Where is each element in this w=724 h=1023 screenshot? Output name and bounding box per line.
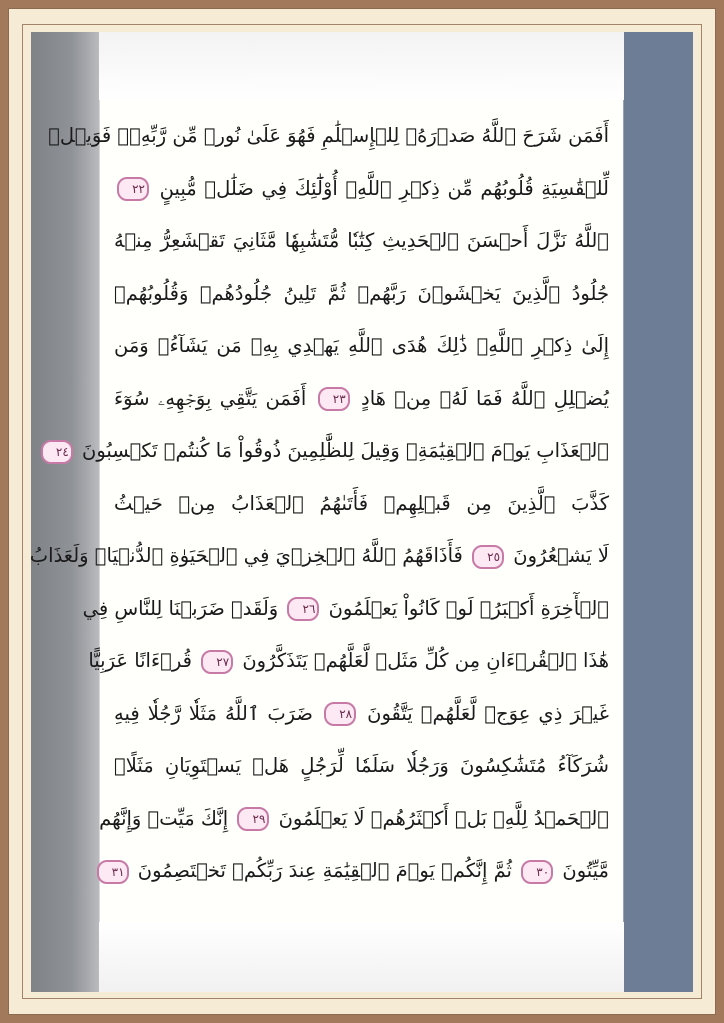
verse-lines — [29, 110, 610, 898]
line-text: هَٰذَا ٱلۡقُرۡءَانِ مِن كُلِّ مَثَلٖ لَّعَلَّهُمۡ يَتَذَكَّرُونَ — [242, 649, 609, 672]
line-text: ٱلۡحَمۡدُ لِلَّهِۚ بَلۡ أَكۡثَرُهُمۡ لَا يَعۡلَمُونَ — [278, 806, 609, 830]
right-side-panel — [624, 32, 693, 992]
line-text: جُلُودُ ٱلَّذِينَ يَخۡشَوۡنَ رَبَّهُمۡ ثُمَّ تَلِينُ جُلُودُهُمۡ وَقُلُوبُهُمۡ — [114, 281, 609, 305]
line-text: أَفَمَن شَرَحَ ٱللَّهُ صَدۡرَهُۥ لِلۡإِسۡلَٰمِ فَهُوَ عَلَىٰ نُورٖ مِّن رَّبِّهِۦۚ فَوَيۡلٞ — [48, 124, 609, 147]
verse-line-4 — [114, 268, 609, 321]
ayah-number-marker: ٢٣ — [318, 387, 350, 411]
quran-page — [29, 100, 624, 922]
ayah-number-marker: ٢٨ — [324, 702, 356, 726]
line-text: مَّيِّتُونَ — [562, 859, 609, 882]
ayah-number-marker: ٢٩ — [237, 807, 269, 831]
left-side-panel — [31, 32, 99, 992]
ayah-number-marker: ٢٥ — [472, 545, 504, 569]
ayah-number-marker: ٢٢ — [117, 177, 149, 201]
verse-line-2 — [114, 163, 609, 216]
line-text: يُضۡلِلِ ٱللَّهُ فَمَا لَهُۥ مِنۡ هَادٍ — [361, 386, 610, 410]
line-text-continued: إِنَّكَ مَيِّتٞ وَإِنَّهُم — [99, 806, 229, 830]
verse-line-5 — [114, 320, 609, 373]
verse-line-11 — [88, 635, 609, 688]
verse-line-14 — [99, 793, 609, 846]
verse-line-3 — [114, 215, 609, 268]
page-top-margin — [99, 32, 624, 100]
verse-line-12 — [114, 688, 609, 741]
line-text-continued: قُرۡءَانًا عَرَبِيًّا — [88, 649, 192, 672]
line-text: لَا يَشۡعُرُونَ — [513, 544, 609, 567]
ayah-number-marker: ٣٠ — [521, 860, 553, 884]
line-text-continued: ضَرَبَ ٱللَّهُ مَثَلٗا رَّجُلٗا فِيهِ — [114, 701, 313, 725]
line-text: لِّلۡقَٰسِيَةِ قُلُوبُهُم مِّن ذِكۡرِ ٱللَّهِۚ أُوْلَٰٓئِكَ فِي ضَلَٰلٖ مُّبِينٍ — [159, 176, 609, 200]
verse-line-8 — [114, 478, 609, 531]
line-text-continued: ثُمَّ إِنَّكُمۡ يَوۡمَ ٱلۡقِيَٰمَةِ عِندَ رَبِّكُمۡ تَخۡتَصِمُونَ — [137, 859, 512, 882]
line-text: إِلَىٰ ذِكۡرِ ٱللَّهِۚ ذَٰلِكَ هُدَى ٱللَّهِ يَهۡدِي بِهِۦ مَن يَشَآءُۚ وَمَن — [114, 334, 609, 357]
verse-line-7 — [55, 425, 609, 478]
verse-line-10 — [82, 583, 609, 636]
line-text-continued: وَلَقَدۡ ضَرَبۡنَا لِلنَّاسِ فِي — [82, 596, 279, 620]
line-text: كَذَّبَ ٱلَّذِينَ مِن قَبۡلِهِمۡ فَأَتَىٰهُمُ ٱلۡعَذَابُ مِنۡ حَيۡثُ — [114, 491, 609, 515]
line-text: ٱلۡأٓخِرَةِ أَكۡبَرُۚ لَوۡ كَانُواْ يَعۡلَمُونَ — [328, 596, 609, 620]
line-text-continued: أَفَمَن يَتَّقِي بِوَجۡهِهِۦ سُوٓءَ — [114, 386, 307, 410]
line-text-continued: فَأَذَاقَهُمُ ٱللَّهُ ٱلۡخِزۡيَ فِي ٱلۡحَيَوٰةِ ٱلدُّنۡيَاۖ وَلَعَذَابُ — [29, 544, 463, 567]
ayah-number-marker: ٢٤ — [41, 440, 73, 464]
line-text: ٱللَّهُ نَزَّلَ أَحۡسَنَ ٱلۡحَدِيثِ كِتَٰبٗا مُّتَشَٰبِهٗا مَّثَانِيَ تَقۡشَعِرُّ مِنۡهُ — [114, 229, 609, 252]
verse-line-9 — [29, 530, 609, 583]
line-text: غَيۡرَ ذِي عِوَجٖ لَّعَلَّهُمۡ يَتَّقُونَ — [367, 701, 609, 725]
ayah-number-marker: ٢٧ — [201, 650, 233, 674]
verse-line-6 — [114, 373, 609, 426]
line-text: ٱلۡعَذَابِ يَوۡمَ ٱلۡقِيَٰمَةِۚ وَقِيلَ لِلظَّٰلِمِينَ ذُوقُواْ مَا كُنتُمۡ تَكۡسِبُونَ — [82, 439, 609, 462]
verse-line-13 — [114, 740, 609, 793]
line-text: شُرَكَآءُ مُتَشَٰكِسُونَ وَرَجُلٗا سَلَمٗا لِّرَجُلٍ هَلۡ يَسۡتَوِيَانِ مَثَلًاۚ — [114, 754, 609, 777]
ayah-number-marker: ٢٦ — [287, 597, 319, 621]
page-bottom-margin — [99, 922, 624, 992]
verse-line-1 — [48, 110, 609, 163]
ayah-number-marker: ٣١ — [97, 860, 129, 884]
verse-line-15 — [111, 845, 609, 898]
